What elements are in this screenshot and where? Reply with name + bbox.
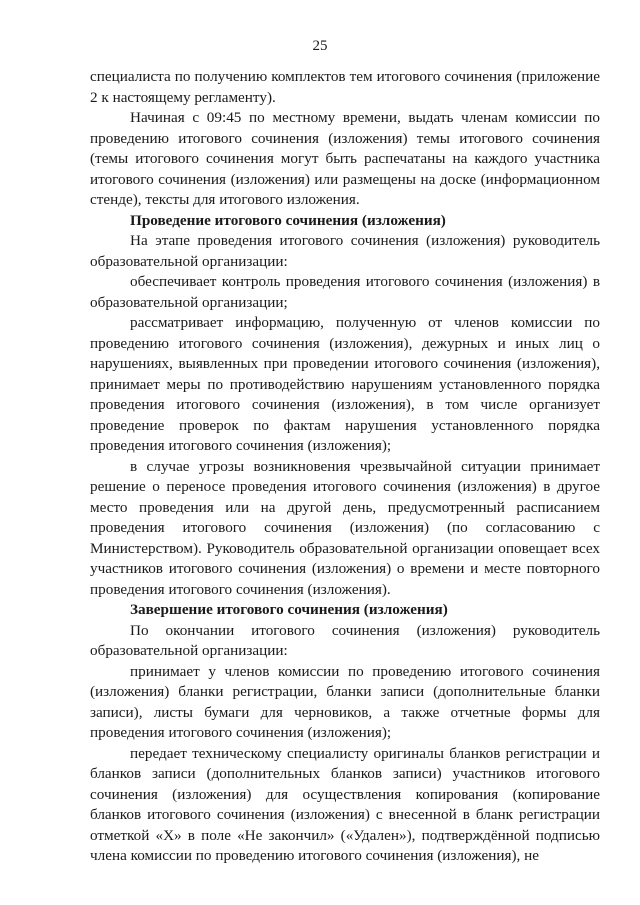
paragraph: в случае угрозы возникновения чрезвычайной ситуации принимает решение о переносе проведения итогового сочинения (изложения) в другое место проведения или на другой день, предусмотренный расписанием проведения итогового сочинения (изложения) (по согласованию с Министерством). Руководитель образовательной организации оповещает всех участников итогового сочинения (изложения) о времени и месте повторного проведения итогового сочинения (изложения). xyxy=(90,457,600,598)
paragraph: По окончании итогового сочинения (изложения) руководитель образовательной организации: xyxy=(90,621,600,659)
page-number: 25 xyxy=(312,38,328,54)
section-heading: Проведение итогового сочинения (изложения) xyxy=(130,211,446,229)
paragraph: обеспечивает контроль проведения итогового сочинения (изложения) в образовательной организации; xyxy=(90,273,600,311)
paragraph: рассматривает информацию, полученную от членов комиссии по проведению итогового сочинения (изложения), дежурных и иных лиц о нарушениях, выявленных при проведении итогового сочинения (изложения), принимает меры по противодействию нарушениям установленного порядка проведения итогового сочинения (изложения), в том числе организует проведение проверок по фактам нарушения установленного порядка проведения итогового сочинения (изложения); xyxy=(90,314,600,454)
document-body xyxy=(90,67,600,867)
paragraph: Начиная с 09:45 по местному времени, выдать членам комиссии по проведению итогового сочинения (изложения) темы итогового сочинения (темы итогового сочинения могут быть распечатаны на каждого участника итогового сочинения (изложения) или размещены на доске (информационном стенде), тексты для итогового изложения. xyxy=(90,109,600,208)
paragraph: передает техническому специалисту оригиналы бланков регистрации и бланков записи (дополнительных бланков записи) участников итогового сочинения (изложения) для осуществления копирования (копирование бланков итогового сочинения (изложения) с внесенной в бланк регистрации отметкой «Х» в поле «Не закончил» («Удален»), подтверждённой подписью члена комиссии по проведению итогового сочинения (изложения), не xyxy=(90,744,600,864)
section-heading: Завершение итогового сочинения (изложения) xyxy=(130,601,448,618)
paragraph: специалиста по получению комплектов тем итогового сочинения (приложение 2 к настоящему регламенту). xyxy=(90,68,600,106)
paragraph: принимает у членов комиссии по проведению итогового сочинения (изложения) бланки регистрации, бланки записи (дополнительные бланки записи), листы бумаги для черновиков, а также отчетные формы для проведения итогового сочинения (изложения); xyxy=(90,662,600,741)
paragraph: На этапе проведения итогового сочинения (изложения) руководитель образовательной организации: xyxy=(90,232,600,270)
